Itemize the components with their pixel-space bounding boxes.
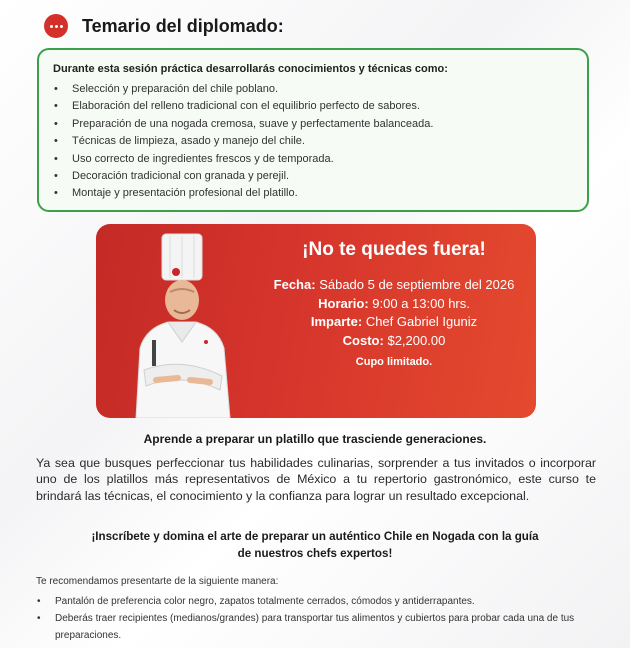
time-value: 9:00 a 13:00 hrs. xyxy=(372,295,470,311)
time-label: Horario: xyxy=(318,295,369,311)
chef-photo xyxy=(126,230,238,418)
date-label: Fecha: xyxy=(273,277,316,292)
cta-line: ¡Inscríbete y domina el arte de preparar un auténtico Chile en Nogada con la guía xyxy=(91,530,539,543)
description-paragraph: Ya sea que busques perfeccionar tus habilidades culinarias, sorprender a tus invitados o incorporar uno de los platillos más representativos de México a tu repertorio gastronómico, este curso te brindará las técnicas, el conocimiento y la confianza para lograr un resultado excepcional. xyxy=(36,456,596,503)
event-time xyxy=(266,295,522,314)
event-instructor xyxy=(266,313,522,332)
call-to-action xyxy=(60,528,570,562)
instructor-value: Chef Gabriel Iguniz xyxy=(365,314,478,329)
recommendations-list xyxy=(36,593,596,644)
cost-label: Costo: xyxy=(342,332,384,348)
list-item: • Selección y preparación del chile poblano. xyxy=(53,81,573,98)
more-dots-icon xyxy=(44,14,68,38)
syllabus-box xyxy=(37,48,589,212)
section-header xyxy=(44,12,284,40)
syllabus-intro: Durante esta sesión práctica desarrollarás conocimientos y técnicas como: xyxy=(53,63,448,75)
promo-details xyxy=(266,238,522,370)
limited-spots: Cupo limitado. xyxy=(355,356,433,368)
list-item: • Técnicas de limpieza, asado y manejo del chile. xyxy=(53,133,573,150)
date-value: Sábado 5 de septiembre del 2026 xyxy=(319,277,515,292)
cta-line: de nuestros chefs expertos! xyxy=(237,547,393,560)
list-item: • Elaboración del relleno tradicional con el equilibrio perfecto de sabores. xyxy=(53,98,573,115)
event-cost xyxy=(266,332,522,351)
list-item: • Decoración tradicional con granada y perejil. xyxy=(53,168,573,185)
instructor-label: Imparte: xyxy=(310,314,363,329)
recommendations-intro: Te recomendamos presentarte de la siguiente manera: xyxy=(36,576,279,587)
event-date xyxy=(266,276,522,295)
list-item: • Montaje y presentación profesional del platillo. xyxy=(53,185,573,202)
section-title: Temario del diplomado: xyxy=(82,15,284,36)
list-item: • Pantalón de preferencia color negro, zapatos totalmente cerrados, cómodos y antiderrapantes. xyxy=(36,593,596,610)
list-item: • Deberás traer recipientes (medianos/grandes) para transportar tus alimentos y cubiertos para probar cada una de tus preparaciones. xyxy=(36,610,596,644)
cost-value: $2,200.00 xyxy=(387,332,446,348)
list-item: • Uso correcto de ingredientes frescos y de temporada. xyxy=(53,151,573,168)
syllabus-list xyxy=(53,81,573,203)
promo-banner xyxy=(96,224,536,418)
tagline: Aprende a preparar un platillo que trasciende generaciones. xyxy=(143,432,487,446)
promo-title: ¡No te quedes fuera! xyxy=(302,239,486,260)
list-item: • Preparación de una nogada cremosa, suave y perfectamente balanceada. xyxy=(53,116,573,133)
